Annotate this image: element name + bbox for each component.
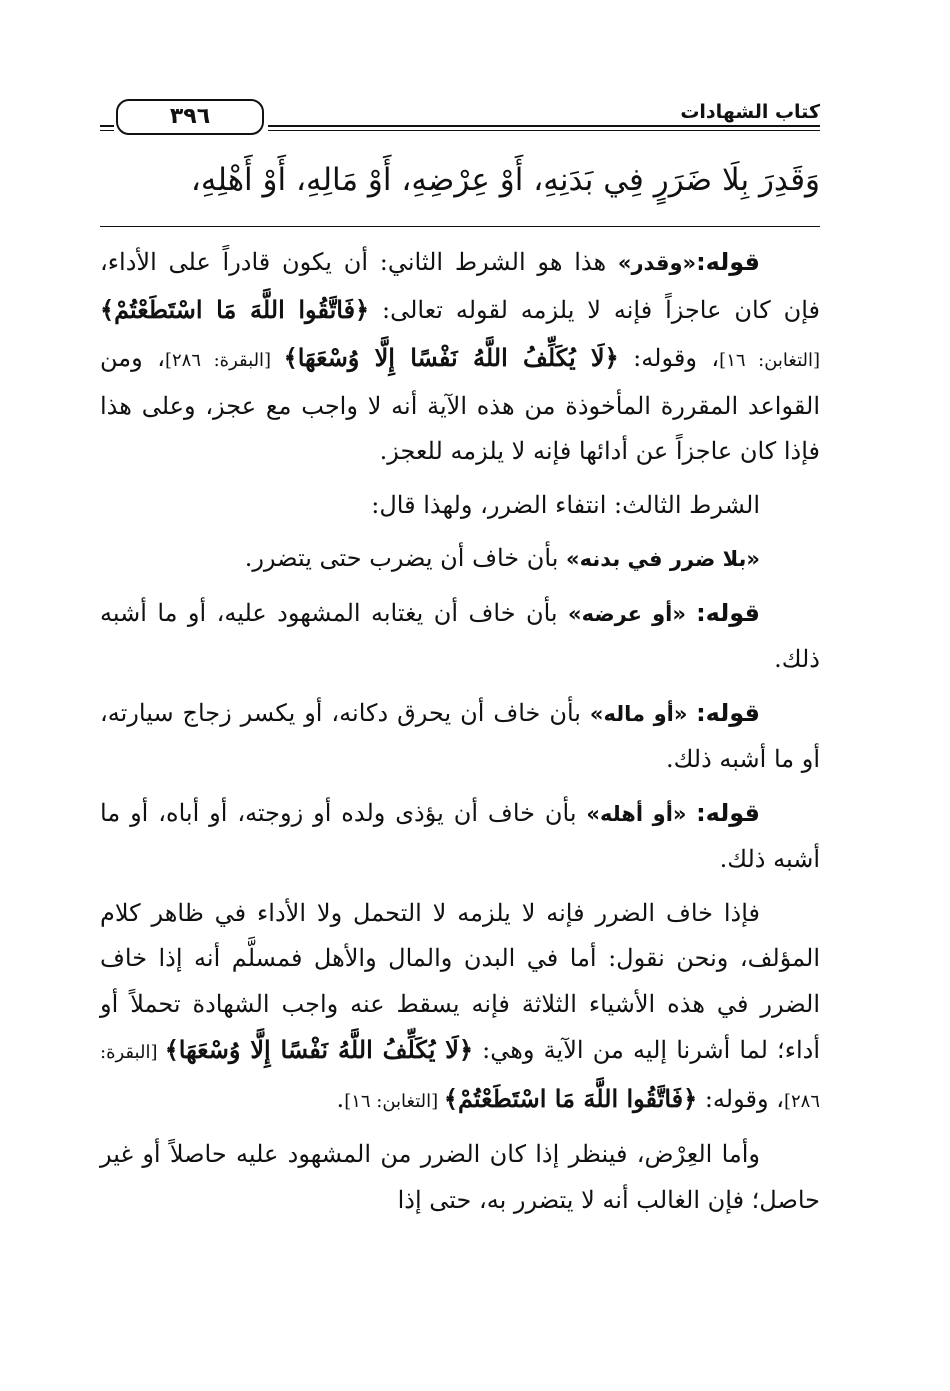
qawluh-keyword: قوله: [696,798,761,827]
qawluh-keyword: قوله: [696,598,760,627]
paragraph-text: بأن خاف أن يحرق دكانه، أو يكسر زجاج سيارته، أو ما أشبه ذلك. [100,698,820,773]
page-number: ٣٩٦ [169,104,211,129]
quran-quote: ﴿فَاتَّقُوا اللَّهَ مَا اسْتَطَعْتُمْ﴾ [443,1083,698,1113]
header-rule-thin [268,130,820,131]
paragraph-text: ، وقوله: [697,1084,784,1113]
commentary-body [100,240,820,1231]
paragraph-4 [100,591,820,683]
quran-citation: [التغابن: ١٦] [344,1090,444,1112]
paragraph-text: هذا هو الشرط الثاني: أن يكون قادراً على الأداء، فإن كان عاجزاً فإنه لا يلزمه لقوله تعالى: [100,248,820,324]
quoted-phrase: «بلا ضرر في بدنه» [566,547,760,571]
paragraph-8: وأما العِرْض، فينظر إذا كان الضرر من المشهود عليه حاصلاً أو غير حاصل؛ فإن الغالب أنه لا يتضرر به، حتى إذا [100,1140,820,1214]
paragraph-6 [100,791,820,883]
paragraph-3 [100,536,820,583]
paragraph-text: ، وقوله: [618,344,720,372]
paragraph-text: بأن خاف أن يؤذى ولده أو زوجته، أو أباه، أو ما أشبه ذلك. [100,798,820,873]
matn-divider [100,226,820,227]
paragraph-text: فإذا خاف الضرر فإنه لا يلزمه لا التحمل ولا الأداء في ظاهر كلام المؤلف، ونحن نقول: أما في البدن والمال والأهل فمسلَّم أنه إذا خاف الضرر في هذه الأشياء الثلاثة فإنه يسقط عنه واجب الشهادة تحملاً أو أداء؛ لما أشرنا إليه من الآية وهي: [100,898,820,1064]
header-rule [268,125,820,127]
quoted-phrase: «أو أهله» [586,801,697,826]
quran-citation: [التغابن: ١٦] [719,350,821,371]
quran-quote: ﴿لَا يُكَلِّفُ اللَّهُ نَفْسًا إِلَّا وُسْعَهَا﴾ [283,343,619,372]
qawluh-keyword: قوله: [696,248,760,276]
running-head-title: كتاب الشهادات [680,101,820,123]
page-number-frame [116,99,264,135]
quran-quote: ﴿لَا يُكَلِّفُ اللَّهُ نَفْسًا إِلَّا وُسْعَهَا﴾ [164,1035,474,1064]
quoted-phrase: «وقدر» [617,251,697,275]
paragraph-text: بأن خاف أن يضرب حتى يتضرر. [244,544,567,572]
paragraph-text: بأن خاف أن يغتابه المشهود عليه، أو ما أشبه ذلك. [100,598,820,673]
page-header [100,95,820,145]
paragraph-7 [100,891,820,1125]
quoted-phrase: «أو ماله» [589,701,697,726]
header-rule-left-thin [100,130,114,131]
paragraph-5 [100,691,820,783]
paragraph-1 [100,240,820,475]
quran-citation: [البقرة: ٢٨٦] [100,1042,820,1112]
quran-citation: [البقرة: ٢٨٦] [164,350,284,371]
paragraph-text: . [336,1084,345,1113]
quoted-phrase: «أو عرضه» [568,601,697,626]
quran-quote: ﴿فَاتَّقُوا اللَّهَ مَا اسْتَطَعْتُمْ﴾ [100,294,370,324]
matn-line: وَقَدِرَ بِلَا ضَرَرٍ فِي بَدَنِهِ، أَوْ عِرْضِهِ، أَوْ مَالِهِ، أَوْ أَهْلِهِ، [190,162,820,198]
paragraph-text: ، ومن القواعد المقررة المأخوذة من هذه الآية أنه لا واجب مع عجز، وعلى هذا فإذا كان عاجزاً عن أدائها فإنه لا يلزمه للعجز. [100,344,820,465]
header-rule-left [100,125,114,127]
paragraph-2: الشرط الثالث: انتفاء الضرر، ولهذا قال: [371,490,760,519]
qawluh-keyword: قوله: [696,698,760,727]
